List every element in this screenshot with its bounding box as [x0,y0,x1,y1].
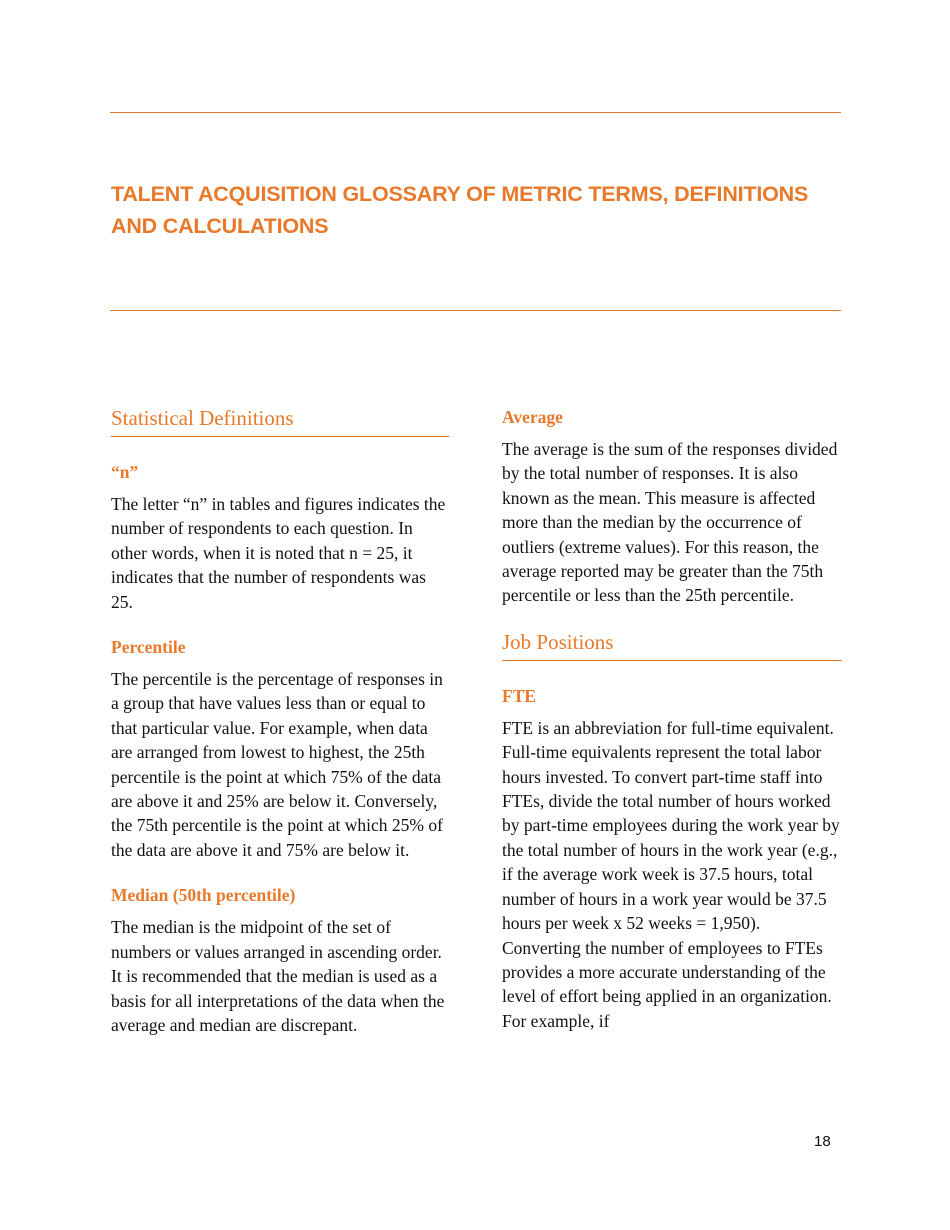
term-average: Average [502,407,563,427]
title-bottom-divider [110,310,841,311]
left-column [111,404,449,1037]
top-divider [110,112,841,113]
section-title-job-positions: Job Positions [502,628,842,661]
document-title: TALENT ACQUISITION GLOSSARY OF METRIC TERMS, DEFINITIONS AND CALCULATIONS [111,182,809,238]
definition-percentile: The percentile is the percentage of responses in a group that have values less than or equal to that particular value. For example, when data are arranged from lowest to highest, the 25th percentile is the point at which 75% of the data are above it and 25% are below it. Conversely, the 75th percentile is the point at which 25% of the data are above it and 75% are below it. [111,669,443,860]
definition-median: The median is the midpoint of the set of numbers or values arranged in ascending order. It is recommended that the median is used as a basis for all interpretations of the data when the average and median are discrepant. [111,917,445,1035]
term-percentile: Percentile [111,637,186,658]
definition-n: The letter “n” in tables and figures indicates the number of respondents to each question. In other words, when it is noted that n = 25, it indicates that the number of respondents was 25. [111,494,446,612]
definition-fte: FTE is an abbreviation for full-time equivalent. Full-time equivalents represent the total labor hours invested. To convert part-time staff into FTEs, divide the total number of hours worked by part-time employees during the work year by the total number of hours in the work year (e.g., if the average work week is 37.5 hours, total number of hours in a work year would be 37.5 hours per week x 52 weeks = 1,950). Converting the number of employees to FTEs provides a more accurate understanding of the level of effort being applied in an organization. For example, if [502,717,840,1031]
right-column [502,404,842,1033]
definition-average: The average is the sum of the responses divided by the total number of responses. It is also known as the mean. This measure is affected more than the median by the occurrence of outliers (extreme values). For this reason, the average reported may be greater than the 75th percentile or less than the 25th percentile. [502,439,838,606]
section-title-statistical-definitions: Statistical Definitions [111,404,449,437]
page-number: 18 [814,1133,831,1150]
term-n: “n” [111,462,139,482]
term-fte: FTE [502,685,537,706]
term-median: Median (50th percentile) [111,885,296,906]
